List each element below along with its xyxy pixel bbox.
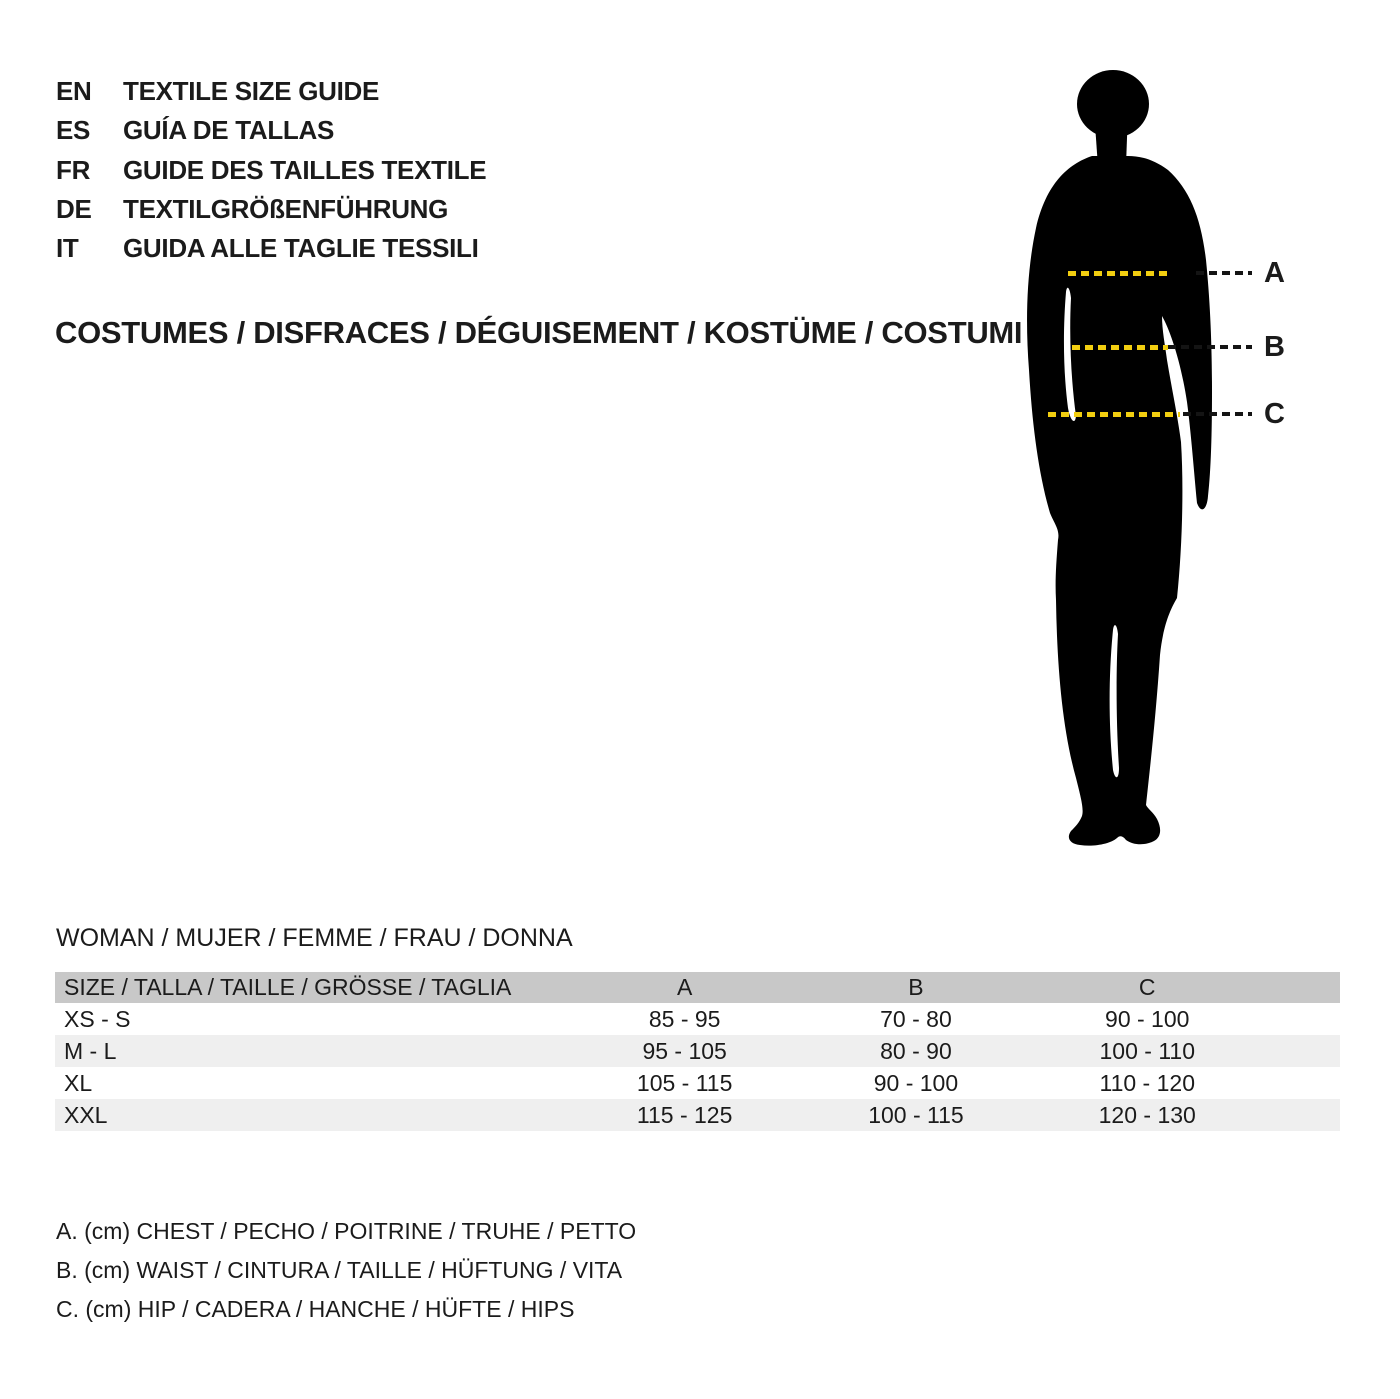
language-row-fr (56, 151, 486, 190)
language-code: DE (56, 193, 92, 224)
size-cell: M - L (64, 1037, 117, 1064)
spacer-cell (1263, 1035, 1340, 1067)
size-cell: XXL (64, 1101, 108, 1128)
language-code: IT (56, 233, 79, 264)
language-title: GUIDE DES TAILLES TEXTILE (123, 154, 487, 185)
language-code: ES (56, 115, 91, 146)
header-spacer (1263, 972, 1340, 1003)
language-row-it (56, 229, 486, 268)
header-col-a: A (569, 972, 800, 1003)
language-code: FR (56, 154, 91, 185)
language-code: EN (56, 76, 92, 106)
size-cell: XS - S (64, 1005, 131, 1032)
hip-cell: 100 - 110 (1099, 1037, 1195, 1064)
language-row-de (56, 190, 486, 229)
woman-figure (1020, 70, 1215, 870)
hip-leader-line (1183, 412, 1252, 416)
chest-measure-line (1068, 271, 1172, 276)
measure-legend (56, 1212, 636, 1329)
spacer-cell (1263, 1067, 1340, 1099)
hip-cell: 90 - 100 (1105, 1005, 1190, 1032)
legend-waist: B. (cm) WAIST / CINTURA / TAILLE / HÜFTUNG / VITA (56, 1257, 623, 1283)
legend-hip: C. (cm) HIP / CADERA / HANCHE / HÜFTE / HIPS (56, 1296, 575, 1322)
spacer-cell (1263, 1099, 1340, 1131)
language-title: GUIDA ALLE TAGLIE TESSILI (123, 233, 479, 264)
spacer-cell (1263, 1003, 1340, 1035)
waist-cell: 90 - 100 (873, 1069, 959, 1096)
table-row-xxl (55, 1099, 1340, 1131)
measure-label-b: B (1264, 331, 1285, 363)
chest-cell: 95 - 105 (642, 1037, 727, 1064)
hip-cell: 120 - 130 (1098, 1101, 1196, 1128)
chest-cell: 105 - 115 (636, 1069, 733, 1096)
waist-cell: 70 - 80 (880, 1005, 952, 1032)
language-title: TEXTILE SIZE GUIDE (123, 76, 380, 106)
header-col-c: C (1032, 972, 1263, 1003)
header-size-label: SIZE / TALLA / TAILLE / GRÖSSE / TAGLIA (55, 972, 569, 1003)
measure-label-c: C (1264, 398, 1285, 430)
language-row-es (56, 111, 486, 150)
language-list (56, 72, 486, 268)
language-row-en (56, 72, 486, 111)
hip-measure-line (1048, 412, 1180, 417)
table-row-xs-s (55, 1003, 1340, 1035)
waist-cell: 80 - 90 (880, 1037, 952, 1064)
table-row-xl (55, 1067, 1340, 1099)
table-header-row (55, 972, 1340, 1003)
size-cell: XL (64, 1069, 93, 1096)
chest-leader-line (1196, 271, 1252, 275)
waist-cell: 100 - 115 (868, 1101, 964, 1128)
chest-cell: 115 - 125 (636, 1101, 733, 1128)
section-title: WOMAN / MUJER / FEMME / FRAU / DONNA (56, 924, 573, 952)
waist-measure-line (1072, 345, 1168, 350)
size-table (55, 972, 1340, 1131)
hip-cell: 110 - 120 (1099, 1069, 1195, 1096)
table-row-m-l (55, 1035, 1340, 1067)
language-title: TEXTILGRÖßENFÜHRUNG (123, 193, 449, 224)
legend-chest: A. (cm) CHEST / PECHO / POITRINE / TRUHE / PETTO (56, 1218, 637, 1244)
header-col-b: B (800, 972, 1031, 1003)
category-title: COSTUMES / DISFRACES / DÉGUISEMENT / KOSTÜME / COSTUMI (55, 315, 1023, 350)
waist-leader-line (1168, 345, 1252, 349)
language-title: GUÍA DE TALLAS (123, 115, 335, 146)
measure-label-a: A (1264, 257, 1285, 289)
chest-cell: 85 - 95 (648, 1005, 721, 1032)
woman-silhouette (1020, 70, 1215, 870)
